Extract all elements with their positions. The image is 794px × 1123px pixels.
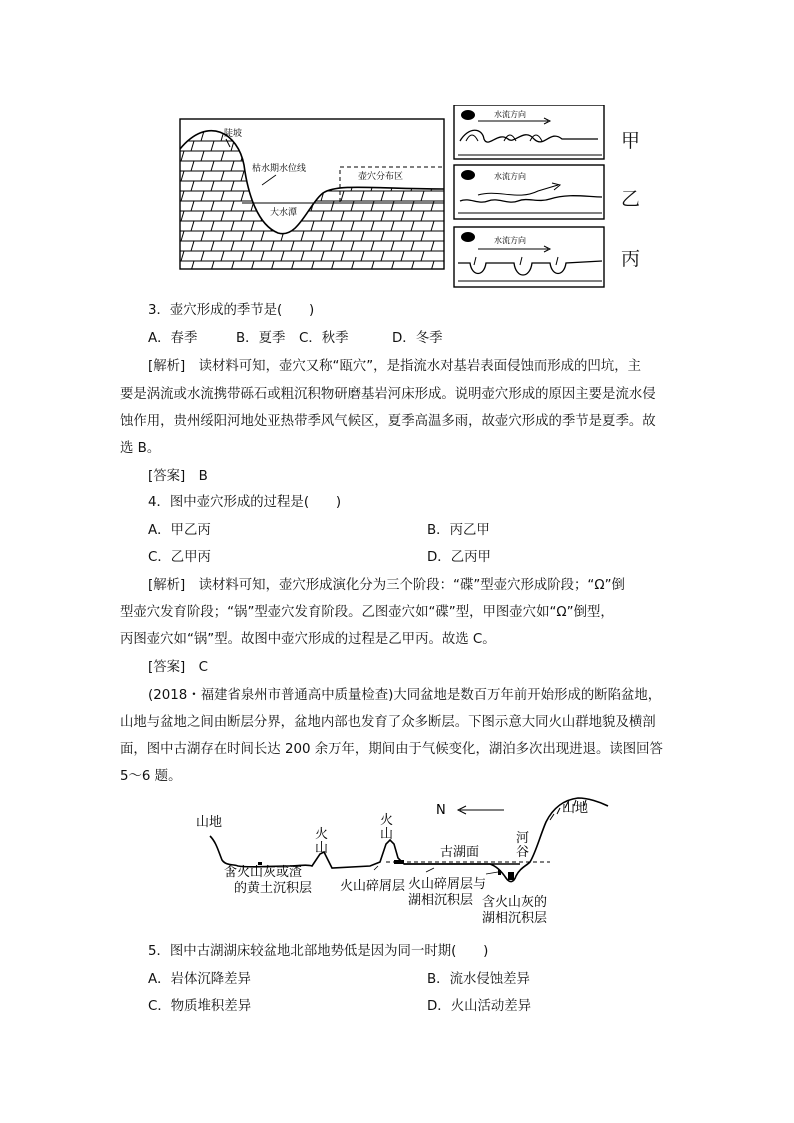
panel-bing — [454, 227, 604, 287]
passage-line-3: 面，图中古湖存在时间长达 200 余万年，期间由于气候变化，湖泊多次出现进退。读图回答 — [120, 742, 663, 757]
q3-answer: [答案] B — [148, 469, 208, 484]
label-ash-lake-b: 湖相沉积层 — [482, 911, 548, 926]
q5-option-c: C．物质堆积差异 — [148, 999, 252, 1014]
q4-stem: 4．图中壶穴形成的过程是( ) — [148, 495, 342, 510]
q4-analysis-line-2: 型壶穴发育阶段；“锅”型壶穴发育阶段。乙图壶穴如“碟”型，甲图壶穴如“Ω”倒型， — [120, 605, 614, 620]
label-volcano-1-b: 山 — [315, 841, 329, 856]
q3-analysis-line-1: [解析] 读材料可知，壶穴又称“瓯穴”，是指流水对基岩表面侵蚀而形成的凹坑，主 — [148, 359, 641, 374]
q3-analysis-line-3: 蚀作用，贵州绥阳河地处亚热带季风气候区，夏季高温多雨，故壶穴形成的季节是夏季。故 — [120, 414, 656, 429]
label-lake-surface: 古湖面 — [440, 845, 480, 860]
svg-text:水流方向: 水流方向 — [494, 172, 526, 181]
q4-option-c: C．乙甲丙 — [148, 550, 211, 565]
panel-yi — [454, 165, 604, 219]
label-valley-a: 河 — [516, 831, 530, 846]
label-ash-lake-a: 含火山灰的 — [482, 895, 548, 910]
volcano-cross-section-figure — [190, 792, 636, 930]
label-volcano-2-b: 山 — [380, 827, 394, 842]
label-mountain-left: 山地 — [196, 815, 223, 830]
q5-option-b: B．流水侵蚀差异 — [427, 972, 530, 987]
label-loess-b: 的黄土沉积层 — [234, 881, 313, 896]
q4-option-d: D．乙丙甲 — [427, 550, 491, 565]
tag-bing: 丙 — [621, 248, 641, 270]
q4-analysis-line-3: 丙图壶穴如“锅”型。故图中壶穴形成的过程是乙甲丙。故选 C。 — [120, 632, 496, 647]
q3-option-b: B．夏季 — [236, 331, 286, 346]
label-pyro-lake-a: 火山碎屑层与 — [408, 877, 487, 892]
label-steep-slope: 陡坡 — [224, 129, 243, 139]
label-pyro-lake-b: 湖相沉积层 — [408, 893, 474, 908]
label-volcano-1-a: 火 — [315, 827, 329, 842]
q4-answer: [答案] C — [148, 660, 208, 675]
panel-jia — [454, 105, 604, 159]
tag-yi: 乙 — [621, 188, 641, 210]
svg-text:水流方向: 水流方向 — [494, 110, 526, 119]
q5-option-d: D．火山活动差异 — [427, 999, 532, 1014]
label-valley-b: 谷 — [516, 845, 530, 860]
label-loess-a: 含火山灰或渣 — [224, 865, 303, 880]
svg-text:N: N — [436, 803, 446, 818]
q4-option-a: A．甲乙丙 — [148, 523, 211, 538]
q3-option-a: A．春季 — [148, 331, 198, 346]
q3-stem: 3．壶穴形成的季节是( ) — [148, 303, 315, 318]
q5-stem: 5．图中古湖湖床较盆地北部地势低是因为同一时期( ) — [148, 944, 489, 959]
label-big-pool: 大水潭 — [270, 208, 298, 218]
label-pothole-area: 壶穴分布区 — [358, 172, 404, 182]
label-volcano-2-a: 火 — [380, 813, 394, 828]
q3-option-d: D．冬季 — [392, 331, 443, 346]
passage-line-2: 山地与盆地之间由断层分界，盆地内部也发育了众多断层。下图示意大同火山群地貌及横剖 — [120, 715, 656, 730]
tag-jia: 甲 — [621, 130, 641, 152]
pothole-cross-section-figure — [178, 105, 614, 291]
passage-line-1: (2018・福建省泉州市普通高中质量检查)大同盆地是数百万年前开始形成的断陷盆地， — [148, 688, 662, 703]
q3-analysis-line-4: 选 B。 — [120, 441, 161, 456]
svg-text:水流方向: 水流方向 — [494, 236, 526, 245]
q5-option-a: A．岩体沉降差异 — [148, 972, 251, 987]
q3-analysis-line-2: 要是涡流或水流携带砾石或粗沉积物研磨基岩河床形成。说明壶穴形成的原因主要是流水侵 — [120, 387, 656, 402]
label-low-water-line: 枯水期水位线 — [252, 164, 307, 174]
passage-line-4: 5～6 题。 — [120, 769, 182, 784]
label-mountain-right: 山地 — [562, 801, 589, 816]
q4-option-b: B．丙乙甲 — [427, 523, 490, 538]
q3-option-c: C．秋季 — [299, 331, 349, 346]
q4-analysis-line-1: [解析] 读材料可知，壶穴形成演化分为三个阶段：“碟”型壶穴形成阶段；“Ω”倒 — [148, 578, 625, 593]
label-pyroclastic: 火山碎屑层 — [340, 879, 406, 894]
